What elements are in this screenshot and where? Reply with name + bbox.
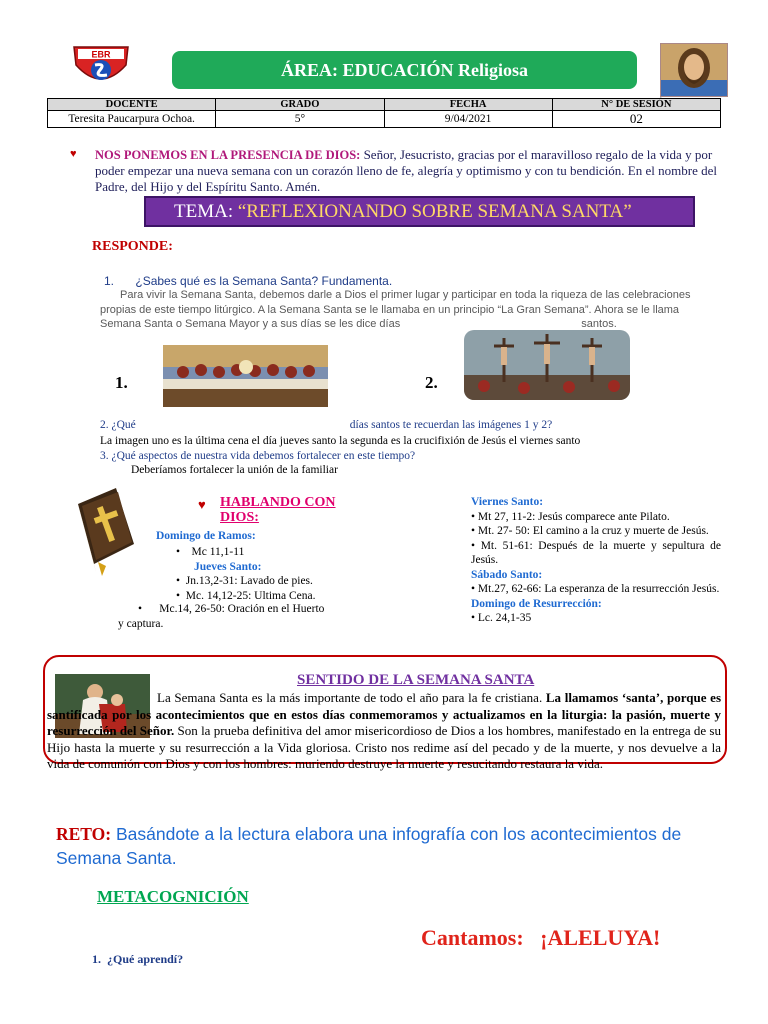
- session-info-table: [47, 98, 721, 128]
- reto-text: Basándote a la lectura elabora una infografía con los acontecimientos de Semana Santa.: [56, 824, 682, 868]
- reto-label: RETO:: [56, 824, 112, 844]
- reto-paragraph: [56, 822, 728, 870]
- list-item-continued: y captura.: [118, 618, 164, 630]
- sesion-value: 02: [552, 111, 720, 128]
- presencia-paragraph: [95, 147, 721, 195]
- responde-heading: RESPONDE:: [92, 239, 173, 254]
- crucifixion-image: [464, 330, 630, 400]
- list-item: • Lc. 24,1-35: [471, 612, 532, 624]
- header-sesion: N° DE SESIÓN: [552, 99, 720, 111]
- presencia-label: NOS PONEMOS EN LA PRESENCIA DE DIOS:: [95, 148, 361, 162]
- answer-1-end: santos.: [581, 318, 617, 330]
- heart-bullet-icon: ♥: [198, 497, 206, 512]
- sentido-text-end: Son la prueba definitiva del amor misericordioso de Dios a los hombres, manifestado en la entrega de su Hijo hasta la muerte y su resurrección a la Vida gloriosa. Cristo nos redime así del pecado y de la muerte, y nos devuelve a la vida de comunión con Dios y con los hombres: muriendo destruye la muerte y resucitando restaura la vida.: [47, 723, 721, 771]
- docente-value: Teresita Paucarpura Ochoa.: [48, 111, 216, 128]
- que-aprendi-question: 1. ¿Qué aprendí?: [92, 952, 184, 966]
- list-item: • Mt 27, 11-2: Jesús comparece ante Pilato.: [471, 510, 670, 523]
- metacognicion-heading: METACOGNICIÓN: [97, 887, 249, 906]
- table-header-row: [48, 99, 721, 111]
- heart-bullet-icon: ♥: [70, 148, 77, 160]
- tema-colon: :: [227, 200, 238, 222]
- sentido-title: SENTIDO DE LA SEMANA SANTA: [297, 672, 535, 688]
- question-2-end: días santos te recuerdan las imágenes 1 y 2?: [349, 419, 553, 431]
- logo-text: EBR: [91, 49, 111, 60]
- list-item: • Mc. 14,12-25: Ultima Cena.: [176, 589, 316, 602]
- question-1: [104, 274, 392, 288]
- hablando-title-line2: DIOS:: [220, 510, 259, 525]
- banner-subject: Religiosa: [453, 59, 528, 80]
- sentido-text-bold: La llamamos ‘santa’, porque es santificada por los acontecimientos que en estos días conmemoramos y actualizamos en la liturgia: la pasión, muerte y resurrección del Señor.: [47, 690, 721, 738]
- question-1-number: 1.: [104, 274, 115, 288]
- area-banner: [172, 51, 637, 89]
- list-item: • Mt.27, 62-66: La esperanza de la resurrección Jesús.: [471, 583, 720, 595]
- list-item: • Mt. 27- 50: El camino a la cruz y muerte de Jesús.: [471, 525, 709, 537]
- sentido-text: [47, 690, 721, 773]
- tema-banner: [144, 196, 695, 227]
- list-item: • Mt. 51-61: Después de la muerte y sepultura de Jesús.: [471, 539, 722, 566]
- grado-value: 5°: [216, 111, 384, 128]
- jueves-santo-heading: Jueves Santo:: [194, 560, 262, 573]
- tema-label: TEMA: [174, 200, 228, 222]
- list-item: • Mc.14, 26-50: Oración en el Huerto: [138, 603, 325, 615]
- image-2-label: 2.: [425, 373, 438, 392]
- last-supper-image: [163, 345, 328, 407]
- viernes-santo-column: [471, 495, 721, 626]
- list-item: • Jn.13,2-31: Lavado de pies.: [176, 575, 313, 587]
- table-row: [48, 111, 721, 128]
- viernes-santo-heading: Viernes Santo:: [471, 496, 544, 508]
- hablando-title-line1: HABLANDO CON: [220, 495, 336, 510]
- banner-area-label: ÁREA: EDUCACIÓN: [280, 59, 454, 80]
- question-3: 3. ¿Qué aspectos de nuestra vida debemos fortalecer en este tiempo?: [100, 450, 416, 462]
- domingo-resurreccion-heading: Domingo de Resurrección:: [471, 597, 602, 610]
- fecha-value: 9/04/2021: [384, 111, 552, 128]
- question-1-text: ¿Sabes qué es la Semana Santa? Fundamenta.: [135, 274, 393, 288]
- domingo-ramos-heading: Domingo de Ramos:: [156, 530, 256, 542]
- question-2: [100, 419, 720, 431]
- tema-title: “REFLEXIONANDO SOBRE SEMANA SANTA”: [237, 200, 632, 222]
- hablando-title: [220, 495, 336, 525]
- jesus-portrait-image: [660, 43, 728, 97]
- header-docente: DOCENTE: [48, 99, 216, 111]
- question-3-answer: Deberíamos fortalecer la unión de la familiar: [131, 464, 338, 476]
- answer-1-text: Para vivir la Semana Santa, debemos darle a Dios el primer lugar y participar en toda la riqueza de las celebraciones propias de este tiempo litúrgico. A la Semana Santa se le llamaba en un principio “La Gran Semana”. Ahora se le llama Semana Santa o Semana Mayor y a sus días se les dice días: [100, 289, 691, 330]
- image-1-label: 1.: [115, 373, 128, 392]
- list-item: • Mc 11,1-11: [176, 546, 245, 558]
- ramos-list: [176, 545, 315, 603]
- header-grado: GRADO: [216, 99, 384, 111]
- sabado-santo-heading: Sábado Santo:: [471, 568, 543, 581]
- presencia-text: Señor, Jesucristo, gracias por el maravilloso regalo de la vida y por poder empezar una nueva semana con un corazón lleno de fe, alegría y optimismo y con tu bendición. En el nombre del Padre, del Hijo y del Espíritu Santo. Amén.: [95, 147, 717, 194]
- header-fecha: FECHA: [384, 99, 552, 111]
- question-2-answer: La imagen uno es la última cena el día jueves santo la segunda es la crucifixión de Jesús el viernes santo: [100, 435, 581, 447]
- sentido-text-start: La Semana Santa es la más importante de todo el año para la fe cristiana.: [157, 690, 546, 705]
- school-logo: [70, 43, 132, 88]
- question-1-answer: [100, 288, 722, 332]
- question-2-start: 2. ¿Qué: [100, 419, 136, 431]
- cantamos-text: Cantamos: ¡ALELUYA!: [421, 925, 661, 950]
- bible-icon: [68, 484, 140, 576]
